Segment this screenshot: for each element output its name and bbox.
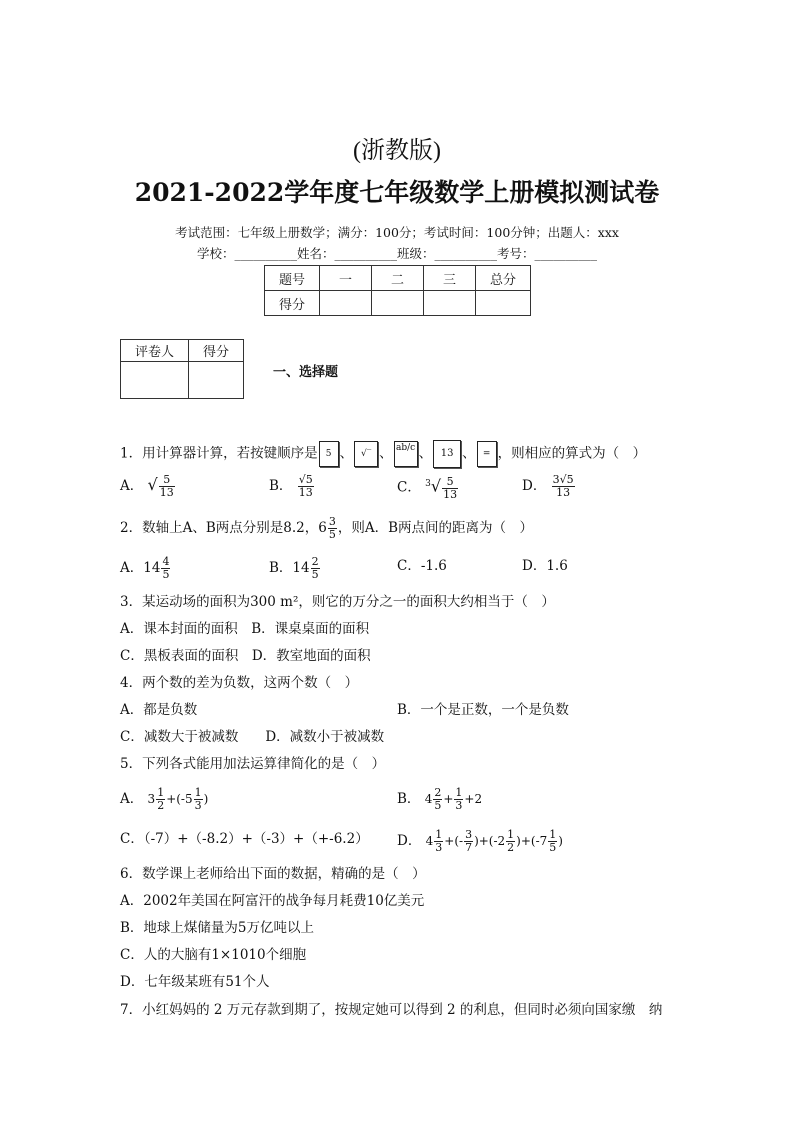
- option-label: D．: [522, 478, 547, 494]
- section-heading: 一、选择题: [273, 365, 339, 380]
- question-3: 3．某运动场的面积为300 m²，则它的万分之一的面积大约相当于（ ）: [120, 594, 555, 610]
- mixed-fraction: $\frac{2}{5}$: [311, 555, 319, 581]
- option-b[interactable]: B．地球上煤储量为5万亿吨以上: [120, 920, 315, 936]
- option-d[interactable]: D．1.6: [522, 558, 568, 574]
- grader-table: [120, 339, 244, 399]
- option-b[interactable]: [269, 474, 315, 499]
- calculator-key: √‾: [354, 441, 378, 467]
- option-d[interactable]: D． 4 $\frac{1}{3}$ +(- $\frac{3}{7}$ )+(-2 $\frac{1}{2}$ )+(-7 $\frac{1}{5}$ ): [397, 828, 563, 854]
- option-label: A．: [120, 560, 144, 576]
- question-7: 7．小红妈妈的 2 万元存款到期了，按规定她可以得到 2 的利息，但同时必须向国家缴 纳: [120, 1002, 663, 1018]
- question-text: ，则相应的算式为（ ）: [497, 445, 647, 462]
- student-fields-line: 学校：__________姓名：__________班级：__________考号：__________: [196, 246, 597, 261]
- option-b[interactable]: B． 4 $\frac{2}{5}$ + $\frac{1}{3}$ +2: [397, 786, 483, 812]
- question-2: [120, 516, 533, 541]
- score-table-cell: 得分: [265, 291, 320, 316]
- score-table-cell: 题号: [265, 266, 320, 291]
- option-label: B．: [269, 478, 293, 494]
- option-c[interactable]: C．-1.6: [397, 558, 447, 574]
- option-label: D．: [397, 833, 422, 849]
- mixed-whole: 14: [143, 560, 161, 576]
- option-c[interactable]: C． $^3$√ $\frac{5}{13}$: [397, 474, 458, 501]
- option-fraction: $\frac{3√5}{13}$: [552, 473, 574, 499]
- root-index: 3: [425, 479, 431, 489]
- option-c[interactable]: C．人的大脑有1×1010个细胞: [120, 947, 307, 963]
- score-table-cell[interactable]: [476, 291, 531, 316]
- score-table-cell[interactable]: [320, 291, 372, 316]
- calculator-key: ab/c: [394, 441, 418, 467]
- option-label: A．: [120, 791, 144, 807]
- option-d[interactable]: D．七年级某班有51个人: [120, 974, 270, 990]
- grader-header: 得分: [189, 340, 244, 362]
- option-a[interactable]: A． 3 $\frac{1}{2}$ +(-5 $\frac{1}{3}$ ): [120, 786, 209, 812]
- score-table-cell[interactable]: [424, 291, 476, 316]
- option-b[interactable]: B．一个是正数，一个是负数: [397, 702, 569, 718]
- mixed-whole: 6: [318, 520, 327, 536]
- score-table-cell: 一: [320, 266, 372, 291]
- grader-cell[interactable]: [189, 362, 244, 399]
- option-a[interactable]: A．2002年美国在阿富汗的战争每月耗费10亿美元: [120, 893, 425, 909]
- option-fraction: $\frac{5}{13}$: [443, 474, 458, 501]
- option-a[interactable]: A． √ $\frac{5}{13}$: [120, 473, 174, 499]
- option-label: C．: [397, 479, 421, 496]
- question-6: 6．数学课上老师给出下面的数据，精确的是（ ）: [120, 866, 426, 882]
- option-fraction: $\frac{√5}{13}$: [298, 473, 313, 499]
- option-a[interactable]: A．都是负数: [120, 702, 198, 718]
- score-table-cell: 二: [372, 266, 424, 291]
- options-ab[interactable]: A．课本封面的面积 B．课桌桌面的面积: [120, 621, 370, 637]
- grader-header: 评卷人: [121, 340, 189, 362]
- option-fraction: $\frac{5}{13}$: [159, 473, 174, 499]
- exam-info-line: 考试范围：七年级上册数学；满分：100分；考试时间：100分钟；出题人：xxx: [175, 225, 619, 240]
- options-cd[interactable]: C．黑板表面的面积 D．教室地面的面积: [120, 648, 371, 664]
- option-label: B．: [269, 560, 293, 576]
- mixed-fraction: $\frac{4}{5}$: [162, 555, 170, 581]
- calculator-key: =: [477, 441, 497, 467]
- question-1: 1．用计算器计算，若按键顺序是 5 、 √‾ 、 ab/c 、 13 、 = ，则相应的算式为（ ）: [120, 440, 646, 468]
- option-label: A．: [120, 478, 144, 494]
- score-table-cell: 总分: [476, 266, 531, 291]
- option-label: B．: [397, 791, 421, 807]
- option-b[interactable]: [269, 556, 321, 581]
- mixed-whole: 14: [292, 560, 310, 576]
- option-d[interactable]: [522, 474, 576, 499]
- page-title: 2021-2022学年度七年级数学上册模拟测试卷: [134, 178, 660, 207]
- question-text: 1．用计算器计算，若按键顺序是: [120, 445, 318, 462]
- score-table-cell[interactable]: [372, 291, 424, 316]
- calculator-key: 5: [319, 441, 339, 467]
- option-a[interactable]: [120, 556, 171, 581]
- question-text: ，则A．B两点间的距离为（ ）: [337, 520, 533, 536]
- score-table-cell: 三: [424, 266, 476, 291]
- score-table: [264, 265, 531, 316]
- edition-subtitle: (浙教版): [353, 138, 441, 164]
- calculator-key: 13: [433, 440, 461, 468]
- options-cd[interactable]: C．减数大于被减数 D．减数小于被减数: [120, 729, 385, 745]
- question-5: 5．下列各式能用加法运算律简化的是（ ）: [120, 756, 386, 772]
- question-text: 2．数轴上A、B两点分别是8.2，: [120, 520, 319, 536]
- option-c[interactable]: C．（-7）+（-8.2）+（-3）+（+-6.2）: [120, 831, 369, 847]
- question-4: 4．两个数的差为负数，这两个数（ ）: [120, 675, 359, 691]
- grader-cell[interactable]: [121, 362, 189, 399]
- mixed-fraction: $\frac{3}{5}$: [328, 515, 336, 541]
